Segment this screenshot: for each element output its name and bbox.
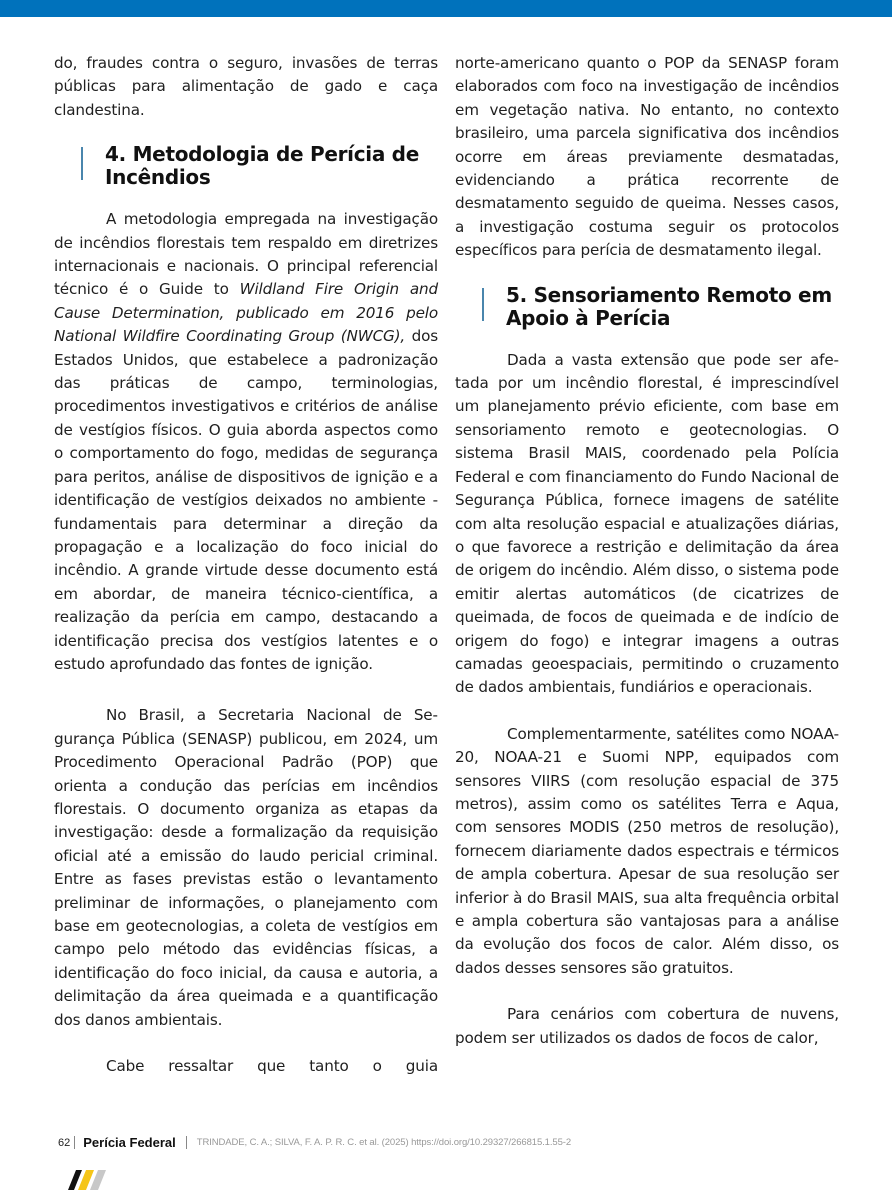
page-number: 62 [58, 1136, 71, 1149]
section-title-5: 5. Sensoriamento Remoto em Apoio à Perícia [506, 282, 832, 330]
paragraph-cabe: Cabe ressaltar que tanto o guia [106, 1057, 438, 1076]
citation-doi: TRINDADE, C. A.; SILVA, F. A. P. R. C. et al. (2025) https://doi.org/10.29327/266815.1.55-2 [196, 1137, 572, 1148]
left-column [54, 52, 438, 1078]
page-footer [58, 1135, 571, 1150]
paragraph-para: Para cenários com cobertura de nuvens, podem ser utilizados os dados de focos de calor, [455, 1005, 839, 1047]
paragraph-continued-right: norte-americano quanto o POP da SENASP foram elaborados com foco na investigação de incêndios em vegetação nativa. No entanto, no contexto brasileiro, uma parcela significativa dos incêndios ocorre em áreas previamente desmatadas, evidenciando a prática recorrente de desmatamento seguido de queima. Nesses casos, a investigação costuma seguir os protocolos específicos para perícia de desmatamento ilegal. [455, 54, 839, 260]
methodology-text-a: A metodologia empregada na investigação de incêndios florestais tem respaldo em diretrizes internacionais e nacionais. O principal referencial técnico é o Guide to [54, 210, 438, 299]
footer-divider [74, 1136, 75, 1149]
section-heading-5 [455, 284, 839, 330]
journal-name: Perícia Federal [83, 1135, 176, 1150]
methodology-text-b: dos Estados Unidos, que estabelece a padronização das práticas de campo, terminologias, procedimentos investigativos e critérios de análise de vestígios físicos. O guia aborda aspectos como o comportamento do fogo, medidas de segurança para peritos, análise de dispositivos de ignição e a identificação de vestígios deixados no ambiente - fundamentais para determinar a direção da propagação e a localização do foco inicial do incêndio. A grande virtude desse documento está em abordar, de maneira técnico-científica, a realização da perícia em campo, destacando a identificação precisa dos vestígios latentes e o estudo aprofundado das fontes de ignição. [54, 327, 438, 673]
header-accent-bar [0, 0, 892, 17]
heading-accent-bar [482, 288, 484, 321]
journal-logo-stripes-icon [62, 1170, 112, 1190]
paragraph-brasil: No Brasil, a Secretaria Nacional de Segurança Pública (SENASP) publicou, em 2024, um Procedimento Operacional Padrão (POP) que orienta a condução das perícias em incêndios florestais. O documento organiza as etapas da investigação: desde a formalização da requisição oficial até a emissão do laudo pericial criminal. Entre as fases previstas estão o levantamento preliminar de informações, o planejamento com base em geotecnologias, a coleta de vestígios em campo pelo método das evidências físicas, a identificação do foco inicial, da causa e autoria, a delimitação da área queimada e a quantificação dos danos ambientais. [54, 706, 438, 1029]
section-heading-4 [54, 143, 438, 189]
footer-divider [186, 1136, 187, 1149]
paragraph-dada: Dada a vasta extensão que pode ser afetada por um incêndio florestal, é imprescindível um planejamento prévio eficiente, com base em sensoriamento remoto e geotecnologias. O sistema Brasil MAIS, coordenado pela Polícia Federal e com financiamento do Fundo Nacional de Segurança Pública, fornece imagens de satélite com alta resolução espacial e atualizações diárias, o que favorece a restrição e delimitação da área de origem do incêndio. Além disso, o sistema pode emitir alertas automáticos (de cicatrizes de queimada, de focos de queimada e de indício de origem do fogo) e integrar imagens a outras camadas geoespaciais, permitindo o cruzamento de dados ambientais, fundiários e operacionais. [455, 350, 839, 697]
right-column [455, 52, 839, 1050]
paragraph-continued: do, fraudes contra o seguro, invasões de terras públicas para alimentação de gado e caça clandestina. [54, 54, 438, 119]
paragraph-methodology [54, 208, 438, 676]
paragraph-complementarmente: Complementarmente, satélites como NOAA-20, NOAA-21 e Suomi NPP, equipados com sensores VIIRS (com resolução espacial de 375 metros), assim como os satélites Terra e Aqua, com sensores MODIS (250 metros de resolução), fornecem diariamente dados espectrais e térmicos de ampla cobertura. Apesar de sua resolução ser inferior à do Brasil MAIS, sua alta frequência orbital e ampla cobertura são vantajosas para a análise da evolução dos focos de calor. Além disso, os dados desses sensores são gratuitos. [455, 724, 839, 977]
methodology-guide-title: Wildland Fire Origin and Cause Determination, publicado em 2016 pelo National Wildfire Coordinating Group (NWCG), [54, 280, 438, 346]
heading-accent-bar [81, 147, 83, 180]
section-title-4: 4. Metodologia de Perícia de Incêndios [105, 142, 419, 190]
